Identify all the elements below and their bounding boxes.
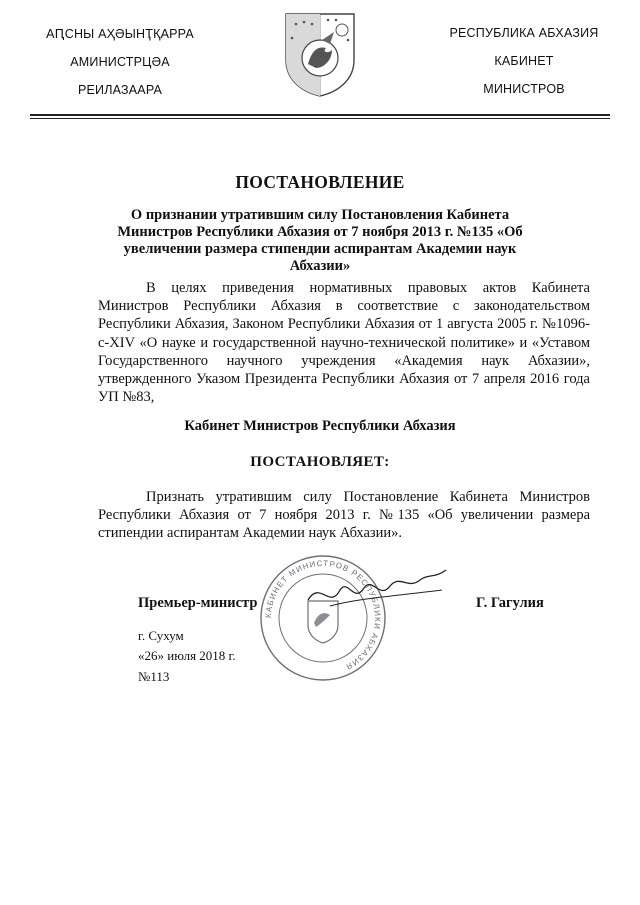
header-left-line-3: РЕИЛАЗААРА [77, 83, 163, 97]
decrees-heading: ПОСТАНОВЛЯЕТ: [250, 454, 390, 470]
header-left-block [45, 26, 195, 97]
header-left-line-2: АМИНИСТРЦӘА [70, 55, 170, 69]
document-number: №113 [138, 669, 170, 684]
cabinet-heading: Кабинет Министров Республики Абхазия [184, 418, 456, 434]
header-rule-thick [30, 114, 610, 116]
coat-of-arms-icon [282, 10, 358, 98]
header-right-line-1: РЕСПУБЛИКА АБХАЗИЯ [449, 26, 599, 40]
header-rule-thin [30, 118, 610, 119]
seal-ring-text: КАБИНЕТ МИНИСТРОВ РЕСПУБЛИКИ АБХАЗИЯ [263, 558, 383, 672]
paragraph-resolution-text: Признать утратившим силу Постановление Кабинета Министров Республики Абхазия от 7 ноября 2013 г. №135 «Об увеличении размера стипендии аспирантам Академии наук Абхазии». [98, 489, 590, 542]
handwritten-signature [300, 560, 450, 620]
document-title: ПОСТАНОВЛЕНИЕ [235, 172, 405, 192]
document-subject: О признании утратившим силу Постановления Кабинета Министров Республики Абхазия от 7 ноября 2013 г. №135 «Об увеличении размера стипендии аспирантам Академии наук Абхазии» [117, 207, 523, 274]
header-right-block [448, 26, 600, 96]
paragraph-preamble-text: В целях приведения нормативных правовых актов Кабинета Министров Республики Абхазия в соответствие с законодательством Республики Абхазия, Законом Республики Абхазия от 1 августа 2005 г. №1096-с-XIV «О науке и государственной научно-технической политике» и «Уставом Государственного научного учреждения «Академия наук Абхазии», утвержденного Указом Президента Республики Абхазия от 7 апреля 2016 года УП №83, [98, 280, 590, 406]
paragraph-resolution [98, 488, 590, 543]
header-left-line-1: АԤСНЫ АҲӘЫНҬҚАРРА [46, 27, 194, 41]
place: г. Сухум [138, 628, 184, 643]
header-right-line-3: МИНИСТРОВ [483, 82, 565, 96]
date: «26» июля 2018 г. [138, 648, 236, 663]
paragraph-preamble [98, 279, 590, 406]
signatory-name: Г. Гагулия [476, 595, 544, 611]
header-right-line-2: КАБИНЕТ [494, 54, 554, 68]
signatory-position: Премьер-министр [138, 595, 258, 611]
